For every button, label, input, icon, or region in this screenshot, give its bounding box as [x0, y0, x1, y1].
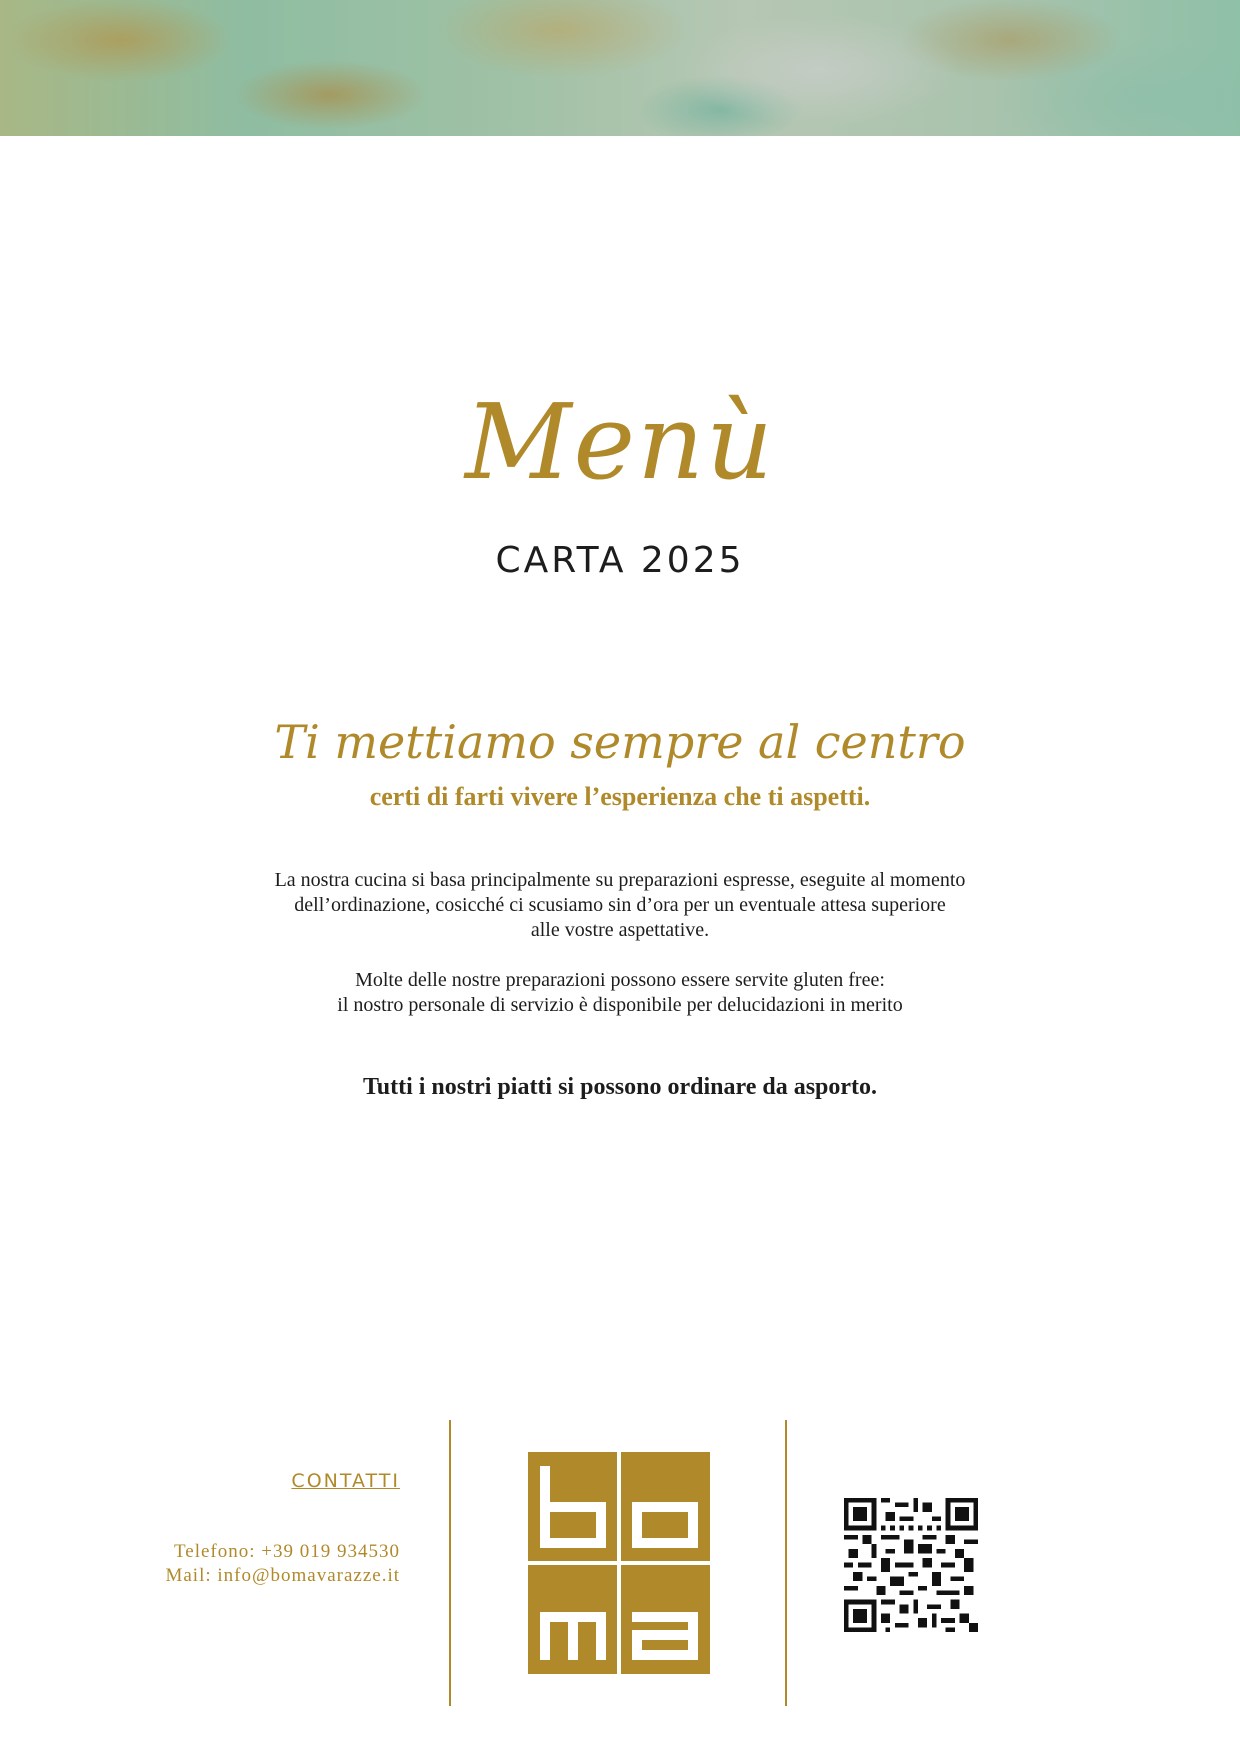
qr-code[interactable]: [844, 1498, 978, 1632]
subline: certi di farti vivere l’esperienza che ti aspetti.: [369, 782, 871, 811]
intro-paragraph: [0, 868, 1240, 943]
intro-line: alle vostre aspettative.: [530, 919, 710, 941]
takeaway-note: Tutti i nostri piatti si possono ordinare da asporto.: [362, 1074, 878, 1100]
intro-line: La nostra cucina si basa principalmente su preparazioni espresse, eseguite al momento: [274, 869, 966, 891]
logo-letter: [632, 1502, 698, 1548]
menu-subtitle: CARTA 2025: [495, 540, 745, 581]
phone-number[interactable]: Telefono: +39 019 934530: [174, 1541, 400, 1562]
email-address[interactable]: Mail: info@bomavarazze.it: [165, 1565, 400, 1586]
boma-logo: [528, 1452, 710, 1674]
menu-title: Menù: [465, 381, 775, 503]
logo-letter: [632, 1612, 698, 1660]
gluten-paragraph: [0, 968, 1240, 1018]
contacts-title: CONTATTI: [291, 1470, 400, 1492]
gluten-line: Molte delle nostre preparazioni possono essere servite gluten free:: [355, 969, 885, 991]
logo-letter: [540, 1612, 606, 1660]
divider-right: [785, 1420, 787, 1706]
divider-left: [449, 1420, 451, 1706]
tagline: Ti mettiamo sempre al centro: [274, 715, 966, 769]
header-texture-banner: [0, 0, 1240, 136]
gluten-line: il nostro personale di servizio è disponibile per delucidazioni in merito: [337, 994, 903, 1016]
intro-line: dell’ordinazione, cosicché ci scusiamo sin d’ora per un eventuale attesa superiore: [294, 894, 946, 916]
